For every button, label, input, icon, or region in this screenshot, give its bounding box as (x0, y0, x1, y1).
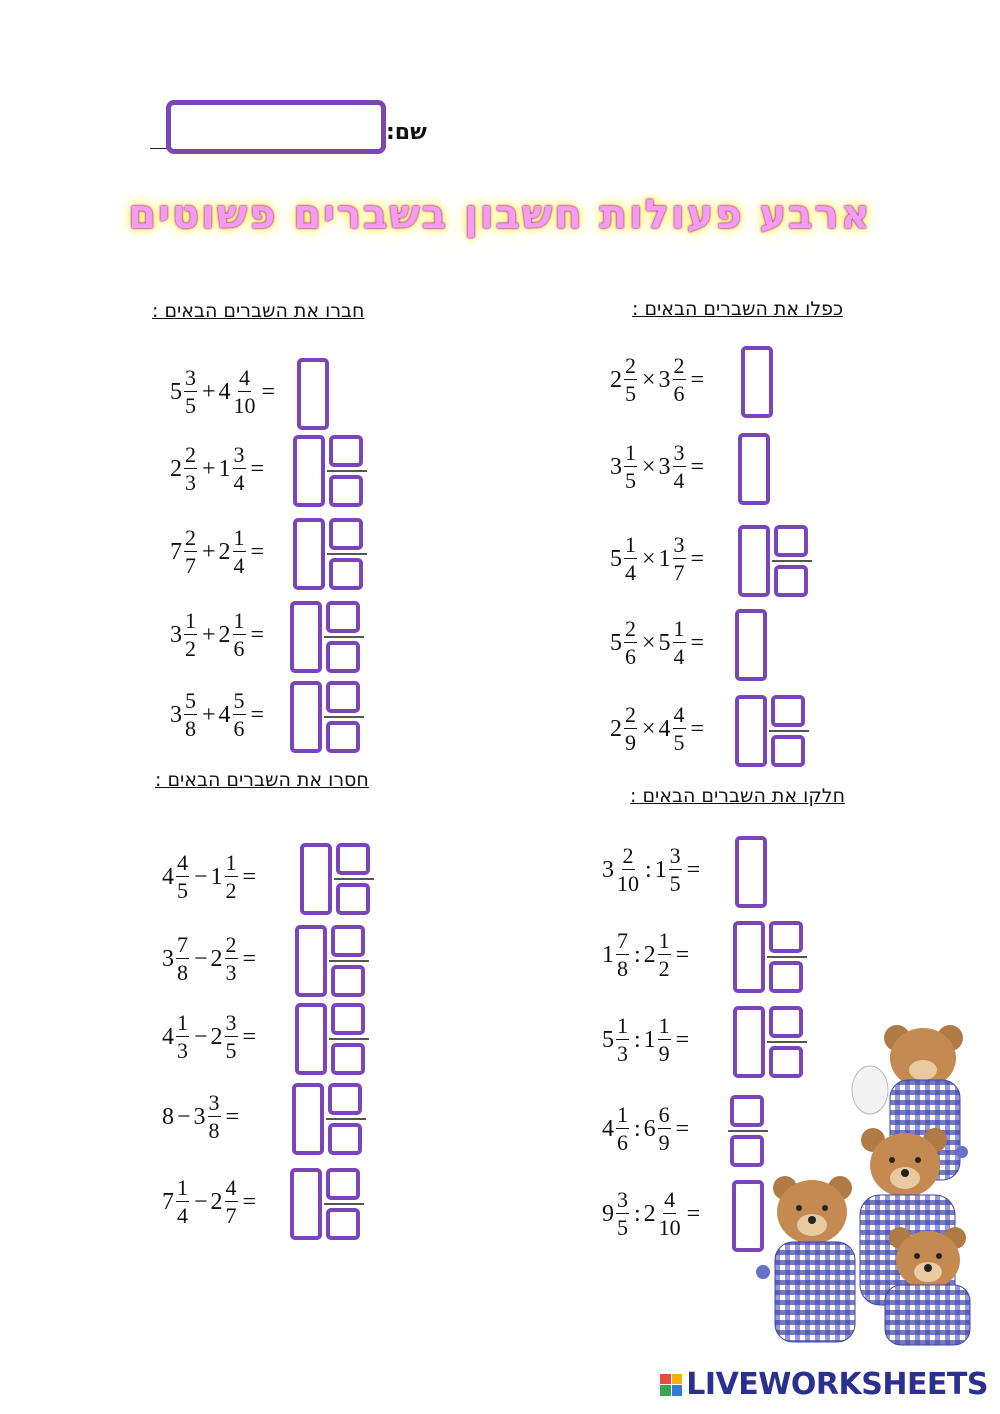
liveworksheets-logo (660, 1367, 988, 1402)
answer-denominator-input[interactable] (326, 641, 360, 673)
numerator: 3 (225, 1010, 237, 1035)
whole-number: 4 (162, 1023, 174, 1050)
teddy-bears-illustration (745, 1010, 975, 1355)
equals-sign: = (225, 1103, 240, 1130)
fraction (616, 1189, 629, 1239)
answer-denominator-input[interactable] (336, 883, 370, 915)
numerator: 4 (673, 702, 685, 727)
denominator: 2 (185, 636, 196, 661)
numerator: 1 (233, 608, 245, 633)
fraction-bar (324, 1203, 364, 1205)
answer-denominator-input[interactable] (769, 961, 803, 993)
fraction-bar (329, 1038, 369, 1040)
fraction (176, 934, 189, 984)
exercise-divide-3 (602, 1015, 692, 1065)
answer-whole-input[interactable] (735, 695, 767, 767)
exercise-add-5 (170, 690, 267, 740)
answer-denominator-input[interactable] (329, 558, 363, 590)
fraction (233, 527, 246, 577)
exercise-subtract-5 (162, 1177, 259, 1227)
operator: + (202, 701, 216, 728)
fraction (233, 444, 246, 494)
denominator: 7 (185, 553, 196, 578)
operator: − (194, 1023, 208, 1050)
whole-number: 3 (658, 366, 671, 393)
numerator: 3 (673, 440, 685, 465)
answer-numerator-input[interactable] (329, 435, 363, 467)
whole-number: 5 (170, 378, 182, 405)
equals-sign: = (675, 1115, 690, 1142)
equals-sign: = (242, 863, 257, 890)
fraction (673, 534, 686, 584)
numerator: 5 (185, 688, 196, 713)
operator: + (202, 621, 216, 648)
fraction (208, 1092, 221, 1142)
denominator: 6 (673, 381, 685, 406)
answer-numerator-input[interactable] (331, 925, 365, 957)
numerator: 1 (625, 532, 636, 557)
numerator: 2 (622, 843, 634, 868)
equals-sign: = (242, 945, 257, 972)
operator: × (642, 715, 656, 742)
equals-sign: = (690, 545, 705, 572)
numerator: 4 (664, 1187, 676, 1212)
denominator: 7 (673, 560, 685, 585)
fraction-bar (334, 878, 374, 880)
logo-text: LIVEWORKSHEETS (686, 1367, 988, 1402)
exercise-divide-4 (602, 1104, 692, 1154)
whole-number: 5 (658, 629, 671, 656)
whole-number: 3 (193, 1103, 206, 1130)
answer-whole-input[interactable] (300, 843, 332, 915)
fraction (673, 618, 686, 668)
equals-sign: = (690, 715, 705, 742)
answer-whole-input[interactable] (297, 358, 329, 430)
numerator: 1 (233, 525, 245, 550)
answer-whole-input[interactable] (293, 518, 325, 590)
denominator: 9 (625, 730, 636, 755)
numerator: 2 (225, 932, 237, 957)
answer-add-1 (297, 358, 377, 434)
answer-numerator-input[interactable] (331, 1003, 365, 1035)
whole-number: 4 (162, 863, 174, 890)
whole-number: 2 (610, 366, 622, 393)
operator: + (202, 455, 216, 482)
operator: − (194, 863, 208, 890)
answer-divide-1 (735, 836, 815, 912)
exercise-subtract-4 (162, 1092, 242, 1142)
whole-number: 2 (643, 1200, 656, 1227)
answer-multiply-4 (735, 609, 815, 685)
denominator: 3 (225, 960, 237, 985)
fraction (616, 930, 629, 980)
whole-number: 1 (218, 455, 231, 482)
exercise-multiply-2 (610, 442, 707, 492)
whole-number: 1 (643, 1026, 656, 1053)
whole-number: 3 (170, 701, 182, 728)
denominator: 5 (625, 468, 636, 493)
whole-number: 2 (643, 941, 656, 968)
numerator: 3 (617, 1187, 628, 1212)
numerator: 4 (239, 365, 251, 390)
answer-numerator-input[interactable] (326, 601, 360, 633)
whole-number: 3 (602, 856, 614, 883)
whole-number: 4 (602, 1115, 614, 1142)
operator: − (194, 945, 208, 972)
fraction (616, 1104, 629, 1154)
fraction (624, 442, 637, 492)
fraction (184, 610, 197, 660)
whole-number: 2 (170, 455, 182, 482)
whole-number: 5 (610, 629, 622, 656)
fraction-bar (769, 730, 809, 732)
fraction (233, 367, 257, 417)
denominator: 4 (177, 1203, 188, 1228)
exercise-add-2 (170, 444, 267, 494)
fraction (225, 934, 238, 984)
exercise-divide-5 (602, 1189, 703, 1239)
fraction (673, 442, 686, 492)
whole-number: 4 (658, 715, 671, 742)
exercise-add-1 (170, 367, 278, 417)
equals-sign: = (250, 538, 265, 565)
heading-multiply: כפלו את השברים הבאים : (632, 298, 844, 320)
numerator: 2 (625, 702, 636, 727)
equals-sign: = (690, 366, 705, 393)
fraction (184, 690, 197, 740)
fraction (233, 690, 246, 740)
answer-whole-input[interactable] (741, 346, 773, 418)
whole-number: 7 (162, 1188, 174, 1215)
answer-subtract-2 (295, 925, 375, 1001)
name-row (150, 98, 440, 154)
answer-subtract-3 (295, 1003, 375, 1079)
exercise-add-4 (170, 610, 267, 660)
numerator: 4 (225, 1175, 237, 1200)
fraction-bar (327, 470, 367, 472)
answer-multiply-3 (738, 525, 818, 601)
whole-number: 1 (210, 863, 223, 890)
fraction-bar (327, 553, 367, 555)
fraction (184, 444, 197, 494)
equals-sign: = (675, 941, 690, 968)
denominator: 10 (658, 1215, 681, 1240)
exercise-subtract-2 (162, 934, 259, 984)
whole-number: 2 (610, 715, 622, 742)
denominator: 5 (625, 381, 636, 406)
fraction (658, 1189, 682, 1239)
answer-add-4 (290, 601, 370, 677)
exercise-divide-1 (602, 845, 703, 895)
numerator: 7 (617, 928, 628, 953)
answer-divide-2 (733, 921, 813, 997)
heading-divide: חלקו את השברים הבאים : (630, 785, 846, 807)
answer-multiply-1 (741, 346, 821, 422)
exercise-subtract-3 (162, 1012, 259, 1062)
answer-subtract-5 (290, 1168, 370, 1244)
denominator: 5 (177, 878, 188, 903)
numerator: 5 (233, 688, 245, 713)
answer-numerator-input[interactable] (336, 843, 370, 875)
answer-whole-input[interactable] (735, 836, 767, 908)
operator: − (177, 1103, 191, 1130)
answer-add-3 (293, 518, 373, 594)
answer-subtract-4 (292, 1083, 372, 1159)
denominator: 5 (669, 871, 681, 896)
denominator: 3 (617, 1041, 628, 1066)
answer-whole-input[interactable] (735, 609, 767, 681)
equals-sign: = (242, 1188, 257, 1215)
answer-whole-input[interactable] (290, 1168, 322, 1240)
answer-denominator-input[interactable] (328, 1123, 362, 1155)
answer-numerator-input[interactable] (329, 518, 363, 550)
denominator: 4 (233, 470, 245, 495)
operator: : (634, 1115, 641, 1142)
numerator: 1 (177, 1010, 188, 1035)
fraction (176, 1177, 189, 1227)
whole-number: 2 (218, 538, 231, 565)
answer-add-5 (290, 681, 370, 757)
whole-number: 3 (162, 945, 174, 972)
fraction (616, 845, 640, 895)
answer-denominator-input[interactable] (326, 721, 360, 753)
numerator: 2 (625, 616, 636, 641)
operator: × (642, 453, 656, 480)
numerator: 1 (617, 1013, 628, 1038)
answer-denominator-input[interactable] (331, 965, 365, 997)
fraction (658, 1104, 671, 1154)
whole-number: 9 (602, 1200, 614, 1227)
equals-sign: = (250, 455, 265, 482)
whole-number: 3 (658, 453, 671, 480)
numerator: 1 (225, 850, 237, 875)
answer-whole-input[interactable] (738, 433, 770, 505)
fraction (616, 1015, 629, 1065)
answer-denominator-input[interactable] (771, 735, 805, 767)
whole-number: 2 (218, 621, 231, 648)
numerator: 1 (617, 1102, 628, 1127)
denominator: 8 (208, 1118, 220, 1143)
denominator: 3 (177, 1038, 188, 1063)
fraction (669, 845, 682, 895)
denominator: 9 (658, 1041, 670, 1066)
answer-whole-input[interactable] (290, 601, 322, 673)
exercise-multiply-4 (610, 618, 707, 668)
numerator: 1 (658, 1013, 670, 1038)
fraction (624, 618, 637, 668)
fraction-bar (772, 560, 812, 562)
fraction-bar (324, 716, 364, 718)
fraction (225, 1012, 238, 1062)
operator: : (634, 1200, 641, 1227)
denominator: 5 (673, 730, 685, 755)
answer-numerator-input[interactable] (328, 1083, 362, 1115)
answer-numerator-input[interactable] (769, 921, 803, 953)
numerator: 3 (185, 365, 196, 390)
numerator: 3 (233, 442, 245, 467)
answer-whole-input[interactable] (295, 1003, 327, 1075)
denominator: 6 (617, 1130, 628, 1155)
fraction-bar (329, 960, 369, 962)
exercise-multiply-3 (610, 534, 707, 584)
equals-sign: = (261, 378, 276, 405)
equals-sign: = (675, 1026, 690, 1053)
denominator: 5 (225, 1038, 237, 1063)
numerator: 1 (185, 608, 196, 633)
equals-sign: = (242, 1023, 257, 1050)
answer-numerator-input[interactable] (326, 681, 360, 713)
denominator: 6 (233, 716, 245, 741)
fraction (673, 355, 686, 405)
numerator: 4 (177, 850, 188, 875)
numerator: 6 (658, 1102, 670, 1127)
numerator: 3 (669, 843, 681, 868)
answer-whole-input[interactable] (293, 435, 325, 507)
denominator: 2 (658, 956, 670, 981)
numerator: 2 (185, 525, 196, 550)
whole-number: 3 (610, 453, 622, 480)
answer-numerator-input[interactable] (326, 1168, 360, 1200)
fraction (233, 610, 246, 660)
numerator: 1 (177, 1175, 188, 1200)
whole-number: 2 (210, 1023, 223, 1050)
operator: + (202, 378, 216, 405)
fraction-bar (326, 1118, 366, 1120)
numerator: 2 (673, 353, 685, 378)
fraction (225, 1177, 238, 1227)
numerator: 1 (673, 616, 685, 641)
answer-whole-input[interactable] (738, 525, 770, 597)
answer-whole-input[interactable] (295, 925, 327, 997)
fraction (658, 1015, 671, 1065)
operator: × (642, 545, 656, 572)
answer-denominator-input[interactable] (326, 1208, 360, 1240)
denominator: 6 (233, 636, 245, 661)
denominator: 8 (617, 956, 628, 981)
denominator: 5 (617, 1215, 628, 1240)
denominator: 5 (185, 393, 196, 418)
fraction (184, 367, 197, 417)
whole-number: 3 (170, 621, 182, 648)
numerator: 7 (177, 932, 188, 957)
whole-number: 4 (218, 378, 231, 405)
fraction (176, 1012, 189, 1062)
fraction-bar (324, 636, 364, 638)
fraction (225, 852, 238, 902)
equals-sign: = (686, 856, 701, 883)
whole-number: 2 (210, 945, 223, 972)
operator: × (642, 366, 656, 393)
denominator: 7 (225, 1203, 237, 1228)
denominator: 8 (185, 716, 196, 741)
numerator: 1 (625, 440, 636, 465)
exercise-add-3 (170, 527, 267, 577)
exercise-multiply-5 (610, 704, 707, 754)
denominator: 4 (673, 468, 685, 493)
equals-sign: = (690, 453, 705, 480)
operator: : (634, 1026, 641, 1053)
whole-number: 2 (210, 1188, 223, 1215)
fraction (673, 704, 686, 754)
answer-add-2 (293, 435, 373, 511)
logo-squares-icon (660, 1374, 682, 1396)
fraction (176, 852, 189, 902)
numerator: 3 (208, 1090, 220, 1115)
denominator: 4 (673, 644, 685, 669)
whole-number: 1 (658, 545, 671, 572)
heading-subtract: חסרו את השברים הבאים : (155, 769, 369, 791)
whole-number: 8 (162, 1103, 174, 1130)
equals-sign: = (250, 701, 265, 728)
numerator: 2 (625, 353, 636, 378)
equals-sign: = (250, 621, 265, 648)
fraction (624, 704, 637, 754)
numerator: 1 (658, 928, 670, 953)
operator: − (194, 1188, 208, 1215)
fraction (658, 930, 671, 980)
exercise-multiply-1 (610, 355, 707, 405)
denominator: 10 (617, 871, 639, 896)
exercise-divide-2 (602, 930, 692, 980)
answer-whole-input[interactable] (290, 681, 322, 753)
exercise-subtract-1 (162, 852, 259, 902)
answer-whole-input[interactable] (733, 921, 765, 993)
fraction (624, 355, 637, 405)
whole-number: 5 (610, 545, 622, 572)
denominator: 8 (177, 960, 188, 985)
denominator: 3 (185, 470, 196, 495)
numerator: 3 (673, 532, 685, 557)
whole-number: 1 (602, 941, 614, 968)
denominator: 4 (233, 553, 245, 578)
denominator: 6 (625, 644, 636, 669)
operator: : (634, 941, 641, 968)
name-input[interactable] (166, 100, 386, 154)
fraction (624, 534, 637, 584)
fraction-bar (767, 956, 807, 958)
answer-subtract-1 (300, 843, 380, 919)
answer-multiply-5 (735, 695, 815, 771)
whole-number: 6 (643, 1115, 656, 1142)
denominator: 9 (658, 1130, 670, 1155)
answer-numerator-input[interactable] (774, 525, 808, 557)
equals-sign: = (690, 629, 705, 656)
operator: : (645, 856, 652, 883)
denominator: 4 (625, 560, 636, 585)
numerator: 2 (185, 442, 196, 467)
name-label: שם: (386, 120, 427, 145)
denominator: 10 (233, 393, 256, 418)
worksheet-title: ארבע פעולות חשבון בשברים פשוטים (128, 192, 872, 238)
answer-whole-input[interactable] (292, 1083, 324, 1155)
whole-number: 4 (218, 701, 231, 728)
answer-denominator-input[interactable] (331, 1043, 365, 1075)
whole-number: 5 (602, 1026, 614, 1053)
denominator: 2 (225, 878, 237, 903)
answer-multiply-2 (738, 433, 818, 509)
answer-numerator-input[interactable] (771, 695, 805, 727)
operator: + (202, 538, 216, 565)
fraction (184, 527, 197, 577)
whole-number: 7 (170, 538, 182, 565)
answer-denominator-input[interactable] (774, 565, 808, 597)
heading-add: חברו את השברים הבאים : (152, 300, 365, 322)
equals-sign: = (686, 1200, 701, 1227)
answer-denominator-input[interactable] (329, 475, 363, 507)
whole-number: 1 (654, 856, 667, 883)
operator: × (642, 629, 656, 656)
